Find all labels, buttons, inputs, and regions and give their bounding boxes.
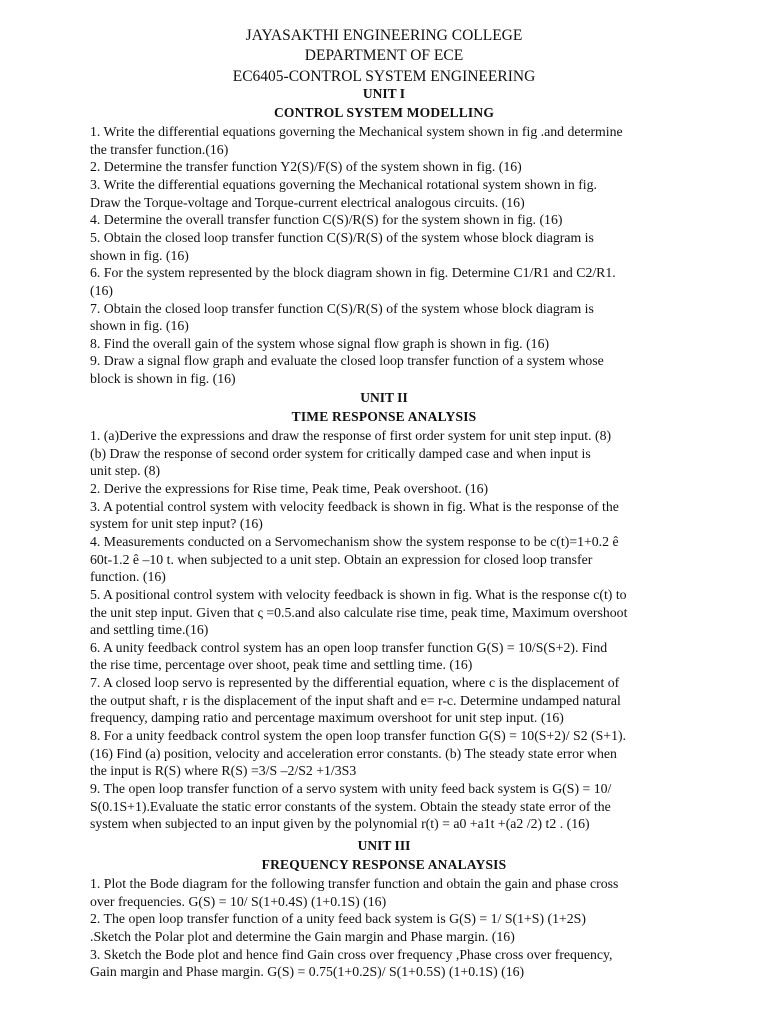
question-line: (b) Draw the response of second order system for critically damped case and when input is	[90, 445, 591, 461]
question-line: the input is R(S) where R(S) =3/S –2/S2 +1/3S3	[90, 763, 357, 779]
question-line: 6. A unity feedback control system has an open loop transfer function G(S) = 10/S(S+2). Find	[90, 639, 608, 655]
question-line: 7. A closed loop servo is represented by the differential equation, where c is the displacement of	[90, 675, 620, 691]
unit-title: TIME RESPONSE ANALYSIS	[291, 409, 477, 424]
question-line: frequency, damping ratio and percentage maximum overshoot for unit step input. (16)	[90, 710, 564, 726]
question-line: the rise time, percentage over shoot, peak time and settling time. (16)	[90, 657, 473, 673]
question-line: system for unit step input? (16)	[90, 516, 263, 532]
question-line: 4. Determine the overall transfer function C(S)/R(S) for the system shown in fig. (16)	[90, 212, 563, 228]
question-line: (16)	[90, 282, 113, 298]
question-line: and settling time.(16)	[90, 622, 209, 638]
unit-label: UNIT I	[362, 86, 406, 101]
question-line: 6. For the system represented by the block diagram shown in fig. Determine C1/R1 and C2/R1.	[90, 265, 616, 281]
question-line: 3. Write the differential equations governing the Mechanical rotational system shown in fig.	[90, 177, 597, 192]
question-line: 9. The open loop transfer function of a servo system with unity feed back system is G(S) = 10/	[90, 781, 612, 796]
question-line: (16) Find (a) position, velocity and acceleration error constants. (b) The steady state error when	[90, 745, 617, 761]
question-line: the transfer function.(16)	[90, 141, 229, 157]
question-line: 2. Determine the transfer function Y2(S)/F(S) of the system shown in fig. (16)	[90, 159, 522, 175]
question-line: 4. Measurements conducted on a Servomechanism show the system response to be c(t)=1+0.2 ê	[90, 533, 619, 549]
question-line: .Sketch the Polar plot and determine the Gain margin and Phase margin. (16)	[90, 928, 515, 944]
unit-title: CONTROL SYSTEM MODELLING	[273, 105, 495, 120]
question-line: 5. Obtain the closed loop transfer function C(S)/R(S) of the system whose block diagram is	[90, 229, 594, 245]
question-line: 5. A positional control system with velocity feedback is shown in fig. What is the response c(t) to	[90, 586, 627, 602]
question-line: S(0.1S+1).Evaluate the static error constants of the system. Obtain the steady state error of the	[90, 798, 611, 814]
unit-title: FREQUENCY RESPONSE ANALAYSIS	[261, 857, 507, 872]
question-line: shown in fig. (16)	[90, 247, 189, 263]
department-name: DEPARTMENT OF ECE	[304, 47, 464, 64]
question-line: 1. (a)Derive the expressions and draw the response of first order system for unit step input. (8)	[90, 428, 612, 443]
question-line: system when subjected to an input given by the polynomial r(t) = a0 +a1t +(a2 /2) t2 . (16)	[90, 816, 590, 832]
question-line: 7. Obtain the closed loop transfer function C(S)/R(S) of the system whose block diagram is	[90, 300, 594, 316]
question-line: block is shown in fig. (16)	[90, 371, 236, 387]
question-line: 1. Plot the Bode diagram for the following transfer function and obtain the gain and phase cross	[90, 876, 619, 891]
question-line: 2. Derive the expressions for Rise time, Peak time, Peak overshoot. (16)	[90, 480, 489, 496]
question-line: over frequencies. G(S) = 10/ S(1+0.4S) (1+0.1S) (16)	[90, 893, 387, 909]
question-line: the unit step input. Given that ς =0.5.and also calculate rise time, peak time, Maximum overshoot	[90, 604, 628, 620]
question-line: unit step. (8)	[90, 463, 161, 479]
question-line: 3. Sketch the Bode plot and hence find Gain cross over frequency ,Phase cross over frequency,	[90, 946, 613, 962]
question-line: 1. Write the differential equations governing the Mechanical system shown in fig .and determine	[90, 124, 623, 139]
question-line: 3. A potential control system with velocity feedback is shown in fig. What is the response of the	[90, 498, 619, 514]
course-title: EC6405-CONTROL SYSTEM ENGINEERING	[232, 68, 536, 85]
question-line: 9. Draw a signal flow graph and evaluate the closed loop transfer function of a system whose	[90, 353, 604, 369]
question-line: 2. The open loop transfer function of a unity feed back system is G(S) = 1/ S(1+S) (1+2S)	[90, 911, 586, 927]
unit-label: UNIT II	[360, 390, 408, 405]
unit-label: UNIT III	[357, 838, 411, 853]
question-line: function. (16)	[90, 569, 166, 585]
question-line: 60t-1.2 ê –10 t. when subjected to a unit step. Obtain an expression for closed loop transfer	[90, 551, 593, 567]
question-line: 8. For a unity feedback control system the open loop transfer function G(S) = 10(S+2)/ S2 (S+1).	[90, 728, 627, 743]
question-line: shown in fig. (16)	[90, 318, 189, 334]
question-line: the output shaft, r is the displacement of the input shaft and e= r-c. Determine undamped natural	[90, 692, 621, 708]
question-line: Draw the Torque-voltage and Torque-current electrical analogous circuits. (16)	[90, 194, 525, 210]
question-line: Gain margin and Phase margin. G(S) = 0.75(1+0.2S)/ S(1+0.5S) (1+0.1S) (16)	[90, 964, 525, 980]
college-name: JAYASAKTHI ENGINEERING COLLEGE	[245, 27, 523, 44]
question-line: 8. Find the overall gain of the system whose signal flow graph is shown in fig. (16)	[90, 335, 550, 351]
